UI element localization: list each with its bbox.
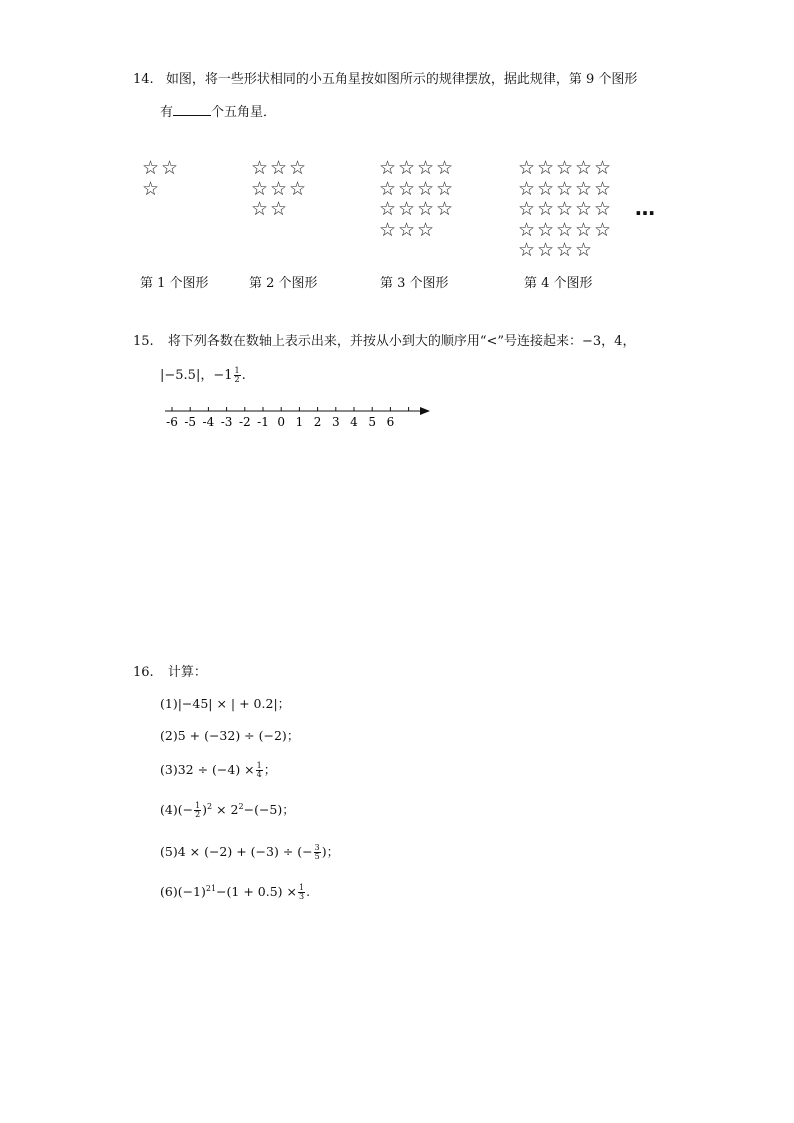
star-icon: ☆ [398, 177, 416, 200]
axis-tick-label: 1 [295, 415, 304, 429]
star-icon: ☆ [379, 218, 397, 241]
star-icon: ☆ [518, 218, 536, 241]
text-segment: 有 [160, 105, 174, 120]
star-icon: ☆ [417, 218, 435, 241]
star-icon: ☆ [270, 157, 288, 179]
star-icon: ☆ [537, 218, 555, 241]
figure-caption: 第 1 个图形 [140, 276, 209, 291]
axis-tick-label: -2 [238, 415, 251, 429]
star-icon: ☆ [556, 239, 574, 261]
question-number: 15. [133, 334, 154, 349]
calc-item-5: (5)4 × (−2) + (−3) ÷ (− $\frac{3}{5}$ )； [160, 843, 340, 861]
star-icon: ☆ [518, 239, 536, 261]
axis-tick-label: 2 [313, 415, 322, 429]
star-icon: ☆ [417, 157, 435, 179]
star-icon: ☆ [379, 198, 397, 220]
star-icon: ☆ [537, 157, 555, 179]
star-icon: ☆ [518, 198, 536, 220]
question-15-line2 [160, 364, 246, 384]
axis-tick-label: 3 [331, 415, 340, 429]
axis-arrow [420, 407, 430, 415]
star-icon: ☆ [251, 177, 269, 200]
star-icon: ☆ [251, 198, 269, 220]
star-icon: ☆ [270, 177, 288, 200]
star-icon: ☆ [556, 198, 574, 220]
fraction: $\frac{1}{2}$ [195, 801, 201, 819]
axis-ticks [166, 407, 408, 429]
star-icon: ☆ [398, 157, 416, 179]
text-segment: |−5.5|，−1 [160, 368, 233, 383]
question-number: 16. [133, 665, 154, 680]
axis-tick-label: -4 [202, 415, 215, 429]
star-icon: ☆ [518, 177, 536, 200]
question-number: 14. [133, 72, 154, 87]
star-icon: ☆ [556, 218, 574, 241]
axis-tick-label: -6 [166, 415, 178, 429]
question-text: 如图，将一些形状相同的小五角星按如图所示的规律摆放，据此规律，第 9 个图形 [165, 72, 638, 87]
star-icon: ☆ [594, 198, 612, 220]
star-icon: ☆ [398, 218, 416, 241]
axis-tick-label: -1 [257, 415, 269, 429]
star-icon: ☆ [518, 157, 536, 179]
star-icon: ☆ [436, 177, 454, 200]
star-icon: ☆ [417, 198, 435, 220]
question-title: 计算： [167, 665, 207, 680]
axis-tick-label: 0 [277, 415, 286, 429]
star-icon: ☆ [537, 198, 555, 220]
star-icon: ☆ [379, 157, 397, 179]
fraction: $\frac{3}{5}$ [314, 843, 320, 861]
axis-tick-label: 5 [368, 415, 377, 429]
star-icon: ☆ [436, 157, 454, 179]
star-icon: ☆ [556, 157, 574, 179]
star-icon: ☆ [289, 157, 307, 179]
axis-tick-label: 4 [350, 415, 358, 429]
calc-item-6: $(6)(-1)^{21}-(1 + 0.5)$ × $\frac{1}{3}$ . [160, 883, 311, 902]
star-icon: ☆ [575, 177, 593, 200]
axis-tick-label: -3 [220, 415, 233, 429]
star-icon: ☆ [575, 198, 593, 220]
star-icon: ☆ [161, 157, 179, 179]
text-segment: 个五角星． [211, 105, 277, 120]
star-icon: ☆ [379, 177, 397, 200]
star-icon: ☆ [556, 177, 574, 200]
star-icon: ☆ [594, 157, 612, 179]
star-icon: ☆ [537, 239, 555, 261]
figure-caption: 第 4 个图形 [524, 276, 593, 291]
question-text: 将下列各数在数轴上表示出来，并按从小到大的顺序用“<”号连接起来：−3，4， [167, 334, 636, 349]
question-16 [133, 661, 207, 680]
star-icon: ☆ [575, 239, 593, 261]
star-icon: ☆ [251, 157, 269, 179]
fraction: $\frac{1}{4}$ [256, 761, 262, 779]
fraction: $\frac{1}{3}$ [299, 883, 305, 902]
star-icon: ☆ [594, 177, 612, 200]
star-icon: ☆ [142, 157, 160, 179]
question-15 [133, 330, 635, 349]
text-segment: . [241, 368, 246, 383]
star-figures [0, 0, 794, 300]
star-icon: ☆ [417, 177, 435, 200]
ellipsis: … [635, 196, 655, 220]
number-line [150, 398, 440, 434]
calc-item-4: (4)(− $\frac{1}{2}$ )$^2 \times 2^2-(-5)$； [160, 801, 295, 819]
star-icon: ☆ [398, 198, 416, 220]
star-icon: ☆ [436, 198, 454, 220]
star-icon: ☆ [289, 177, 307, 200]
calc-item-2: (2)5 + (−32) ÷ (−2)； [160, 728, 300, 743]
star-icon: ☆ [575, 157, 593, 179]
star-icon: ☆ [270, 198, 288, 220]
star-icon: ☆ [537, 177, 555, 200]
fraction: $\frac{1}{2}$ [234, 366, 240, 384]
figure-caption: 第 3 个图形 [380, 276, 449, 291]
figure-caption: 第 2 个图形 [249, 276, 318, 291]
star-icon: ☆ [142, 177, 160, 200]
calc-item-1: (1)|−45| × | + 0.2|； [160, 696, 291, 711]
axis-tick-label: -5 [184, 415, 197, 429]
star-icon: ☆ [594, 218, 612, 241]
axis-tick-label: 6 [386, 415, 395, 429]
star-icon: ☆ [575, 218, 593, 241]
calc-item-3: (3)32 ÷ (−4) × $\frac{1}{4}$ ； [160, 761, 277, 779]
